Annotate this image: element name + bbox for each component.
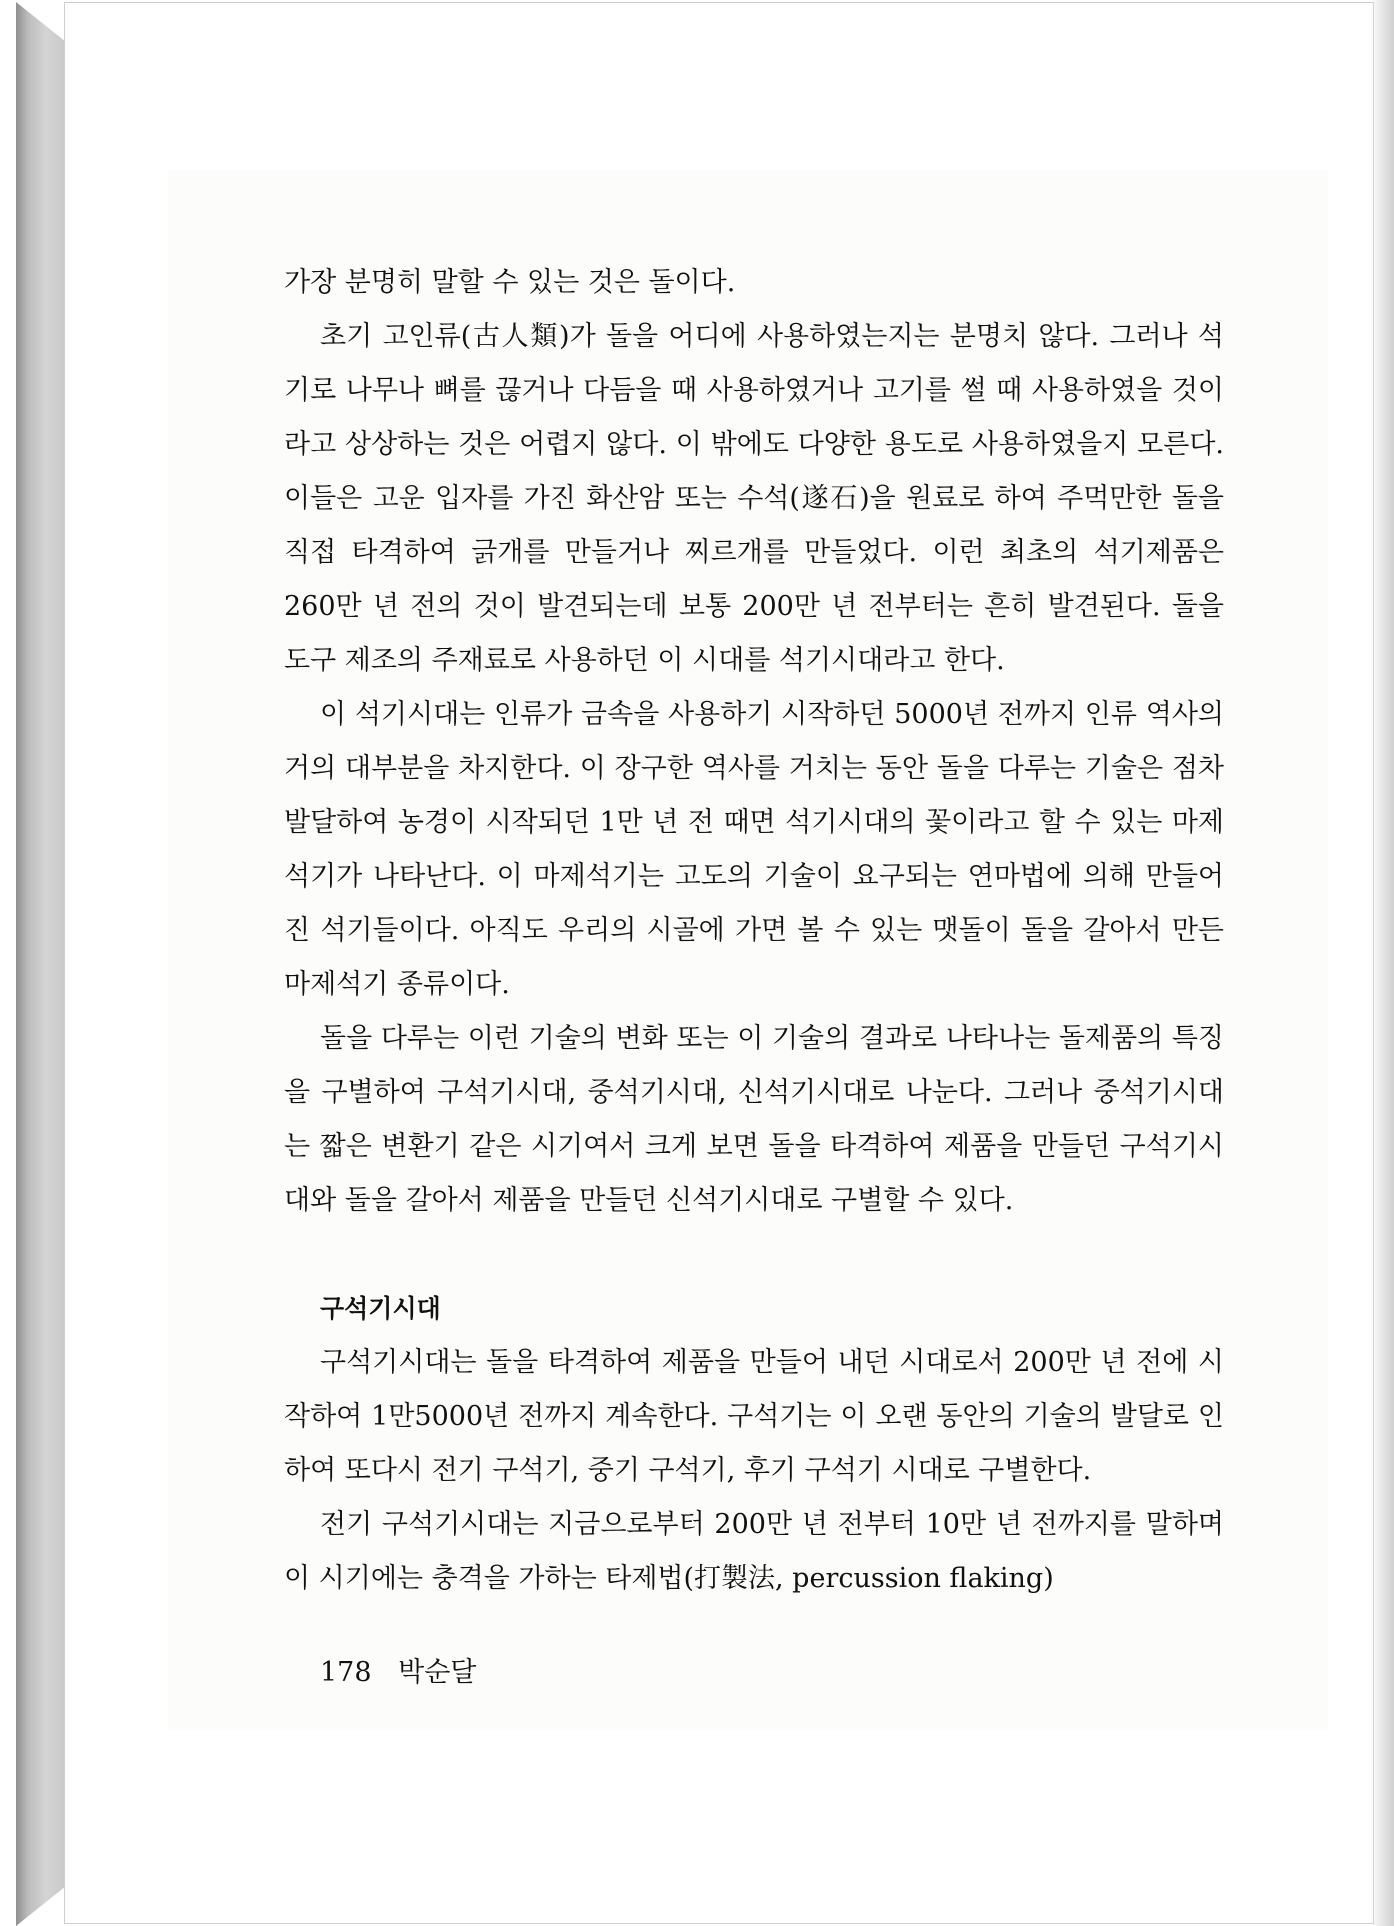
section-heading: 구석기시대	[320, 1294, 441, 1323]
paragraph-early-humans: 초기 고인류(古人類)가 돌을 어디에 사용하였는지는 분명치 않다. 그러나 석기로 나무나 뼈를 끊거나 다듬을 때 사용하였거나 고기를 썰 때 사용하였을 것이라고 상상하는 것은 어렵지 않다. 이 밖에도 다양한 용도로 사용하였을지 모른다. 이들은 고운 입자를 가진 화산암 또는 수석(遂石)을 원료로 하여 주먹만한 돌을 직접 타격하여 긁개를 만들거나 찌르개를 만들었다. 이런 최초의 석기제품은 260만 년 전의 것이 발견되는데 보통 200만 년 전부터는 흔히 발견된다. 돌을 도구 제조의 주재료로 사용하던 이 시대를 석기시대라고 한다.	[284, 321, 1224, 676]
paragraph-paleolithic: 구석기시대는 돌을 타격하여 제품을 만들어 내던 시대로서 200만 년 전에 시작하여 1만5000년 전까지 계속한다. 구석기는 이 오랜 동안의 기술의 발달로 인하여 또다시 전기 구석기, 중기 구석기, 후기 구석기 시대로 구별한다.	[284, 1347, 1224, 1486]
spine-bottom-corner	[16, 1886, 66, 1926]
paragraph-intro-fragment: 가장 분명히 말할 수 있는 것은 돌이다.	[284, 267, 736, 298]
paragraph-stone-age: 이 석기시대는 인류가 금속을 사용하기 시작하던 5000년 전까지 인류 역사의 거의 대부분을 차지한다. 이 장구한 역사를 거치는 동안 돌을 다루는 기술은 점차 발달하여 농경이 시작되던 1만 년 전 때면 석기시대의 꽃이라고 할 수 있는 마제석기가 나타난다. 이 마제석기는 고도의 기술이 요구되는 연마법에 의해 만들어진 석기들이다. 아직도 우리의 시골에 가면 볼 수 있는 맷돌이 돌을 갈아서 만든 마제석기 종류이다.	[284, 699, 1224, 1000]
body-text	[284, 256, 1224, 1606]
page-footer	[320, 1650, 494, 1689]
running-author: 박순달	[398, 1657, 477, 1688]
paragraph-lower-paleolithic: 전기 구석기시대는 지금으로부터 200만 년 전부터 10만 년 전까지를 말하며 이 시기에는 충격을 가하는 타제법(打製法, percussion flaking)	[284, 1509, 1224, 1594]
spine-top-corner	[16, 2, 66, 42]
book-spine	[16, 2, 66, 1926]
paragraph-periods: 돌을 다루는 이런 기술의 변화 또는 이 기술의 결과로 나타나는 돌제품의 특징을 구별하여 구석기시대, 중석기시대, 신석기시대로 나눈다. 그러나 중석기시대는 짧은 변환기 같은 시기여서 크게 보면 돌을 타격하여 제품을 만들던 구석기시대와 돌을 갈아서 제품을 만들던 신석기시대로 구별할 수 있다.	[284, 1023, 1224, 1216]
right-edge-shadow	[1370, 0, 1394, 1926]
page-number: 178	[320, 1657, 372, 1688]
